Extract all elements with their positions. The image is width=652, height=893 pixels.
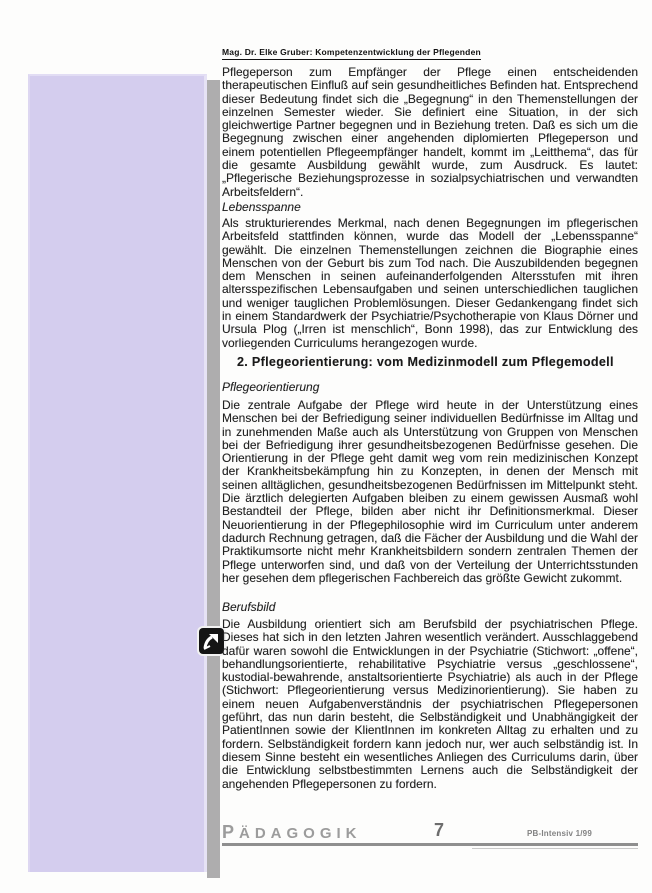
running-header: Mag. Dr. Elke Gruber: Kompetenzentwicklung der Pflegenden — [222, 47, 481, 60]
arrow-up-right-icon — [202, 632, 221, 651]
sidebar-panel — [28, 74, 207, 872]
page-number: 7 — [434, 820, 445, 840]
section-body-lebensspanne: Als strukturierendes Merkmal, nach denen Begegnungen im pflegerischen Arbeitsfeld stattfinden können, wurde das Modell der „Lebensspanne“ gewählt. Die einzelnen Themenstellungen zeichnen die Biographie eines Menschen von der Geburt bis zum Tod nach. Die Auszubildenden begegnen dem Menschen in seinen aufeinanderfolgenden Altersstufen mit ihren altersspezifischen Lebensaufgaben und seinen unterschiedlichen tauglichen und weniger tauglichen Problemlösungen. Dieser Gedankengang findet sich in einem Standardwerk der Psychiatrie/Psychotherapie von Klaus Dörner und Ursula Plog („Irren ist menschlich“, Bonn 1998), das zur Entwicklung des vorliegenden Curriculums herangezogen wurde. — [222, 216, 638, 350]
arrow-marker-icon — [199, 628, 224, 654]
footer-rule — [222, 843, 638, 846]
intro-paragraph: Pflegeperson zum Empfänger der Pflege einen entscheidenden therapeutischen Einfluß auf sein gesundheitliches Befinden hat. Entsprechend dieser Bedeutung findet sich die „Begegnung“ in den Themenstellungen der einzelnen Semester wieder. Sie definiert eine Situation, in der sich gleichwertige Partner begegnen und in Beziehung treten. Daß es sich um die Begegnung zwischen einer angehenden diplomierten Pflegeperson und einem potentiellen Pflegeempfänger handelt, kommt im „Leitthema“, das für die gesamte Ausbildung gewählt wurde, zum Ausdruck. Es lautet: „Pflegerische Beziehungsprozesse in sozialpsychiatrischen und verwandten Arbeitsfeldern“. — [222, 65, 638, 199]
issue-label: PB-Intensiv 1/99 — [526, 829, 592, 838]
text-column — [222, 0, 638, 893]
footer-rule-thin — [472, 848, 638, 849]
section-body-berufsbild: Die Ausbildung orientiert sich am Berufsbild der psychiatrischen Pflege. Dieses hat sich in den letzten Jahren wesentlich verändert. Ausschlaggebend dafür waren sowohl die Entwicklungen in der Psychiatrie (Stichwort: „offene“, behandlungsorientierte, rehabilitative Psychiatrie versus „geschlossene“, kustodial-bewahrende, anstaltsorientierte Psychiatrie) als auch in der Pflege (Stichwort: Pflegeorientierung versus Medizinorientierung). Sie haben zu einem neuen Aufgabenverständnis der psychiatrischen Pflegepersonen geführt, das nun darin besteht, die Selbständigkeit und Unabhängigkeit der PatientInnen sowie der KlientInnen im konkreten Alltag zu erhalten und zu fordern. Selbständigkeit fordern kann jedoch nur, wer auch selbständig ist. In diesem Sinne besteht ein wesentliches Anliegen des Curriculums darin, über die Entwicklung selbstbestimmten Lernens auch die Selbständigkeit der angehenden Pflegepersonen zu fordern. — [222, 617, 638, 791]
section-heading-lebensspanne: Lebensspanne — [222, 200, 301, 214]
sidebar-shadow — [207, 80, 220, 878]
footer-rubric-label: PÄDAGOGIK — [222, 822, 362, 842]
section-heading-berufsbild: Berufsbild — [222, 600, 276, 614]
page-footer — [222, 820, 638, 860]
section-body-pflegeorientierung: Die zentrale Aufgabe der Pflege wird heute in der Unterstützung eines Menschen bei der Befriedigung seiner individuellen Bedürfnisse im Alltag und in zunehmenden Maße auch als Unterstützung von Gruppen von Menschen bei der Befriedigung ihrer gesundheitsbezogenen Bedürfnisse gesehen. Die Orientierung in der Pflege geht damit weg vom rein medizinischen Konzept der Krankheitsbekämpfung hin zu Konzepten, in denen der Mensch mit seinen alltäglichen, gesundheitsbezogenen Bedürfnissen im Mittelpunkt steht. Die ärztlich delegierten Aufgaben bleiben zu einem gewissen Ausmaß wohl Bestandteil der Pflege, bilden aber nicht ihr Definitionsmerkmal. Dieser Neuorientierung in der Pflegephilosophie wird im Curriculum unter anderem dadurch Rechnung getragen, daß die Fächer der Ausbildung und die Wahl der Praktikumsorte nicht mehr Krankheitsbildern sondern zentralen Themen der Pflege unterworfen sind, und daß von der Verteilung der Unterrichtsstunden her gesehen dem pflegerischen Fachbereich das größte Gewicht zukommt. — [222, 398, 638, 585]
chapter-heading: 2. Pflegeorientierung: vom Medizinmodell zum Pflegemodell — [237, 355, 614, 369]
section-heading-pflegeorientierung: Pflegeorientierung — [222, 380, 320, 394]
